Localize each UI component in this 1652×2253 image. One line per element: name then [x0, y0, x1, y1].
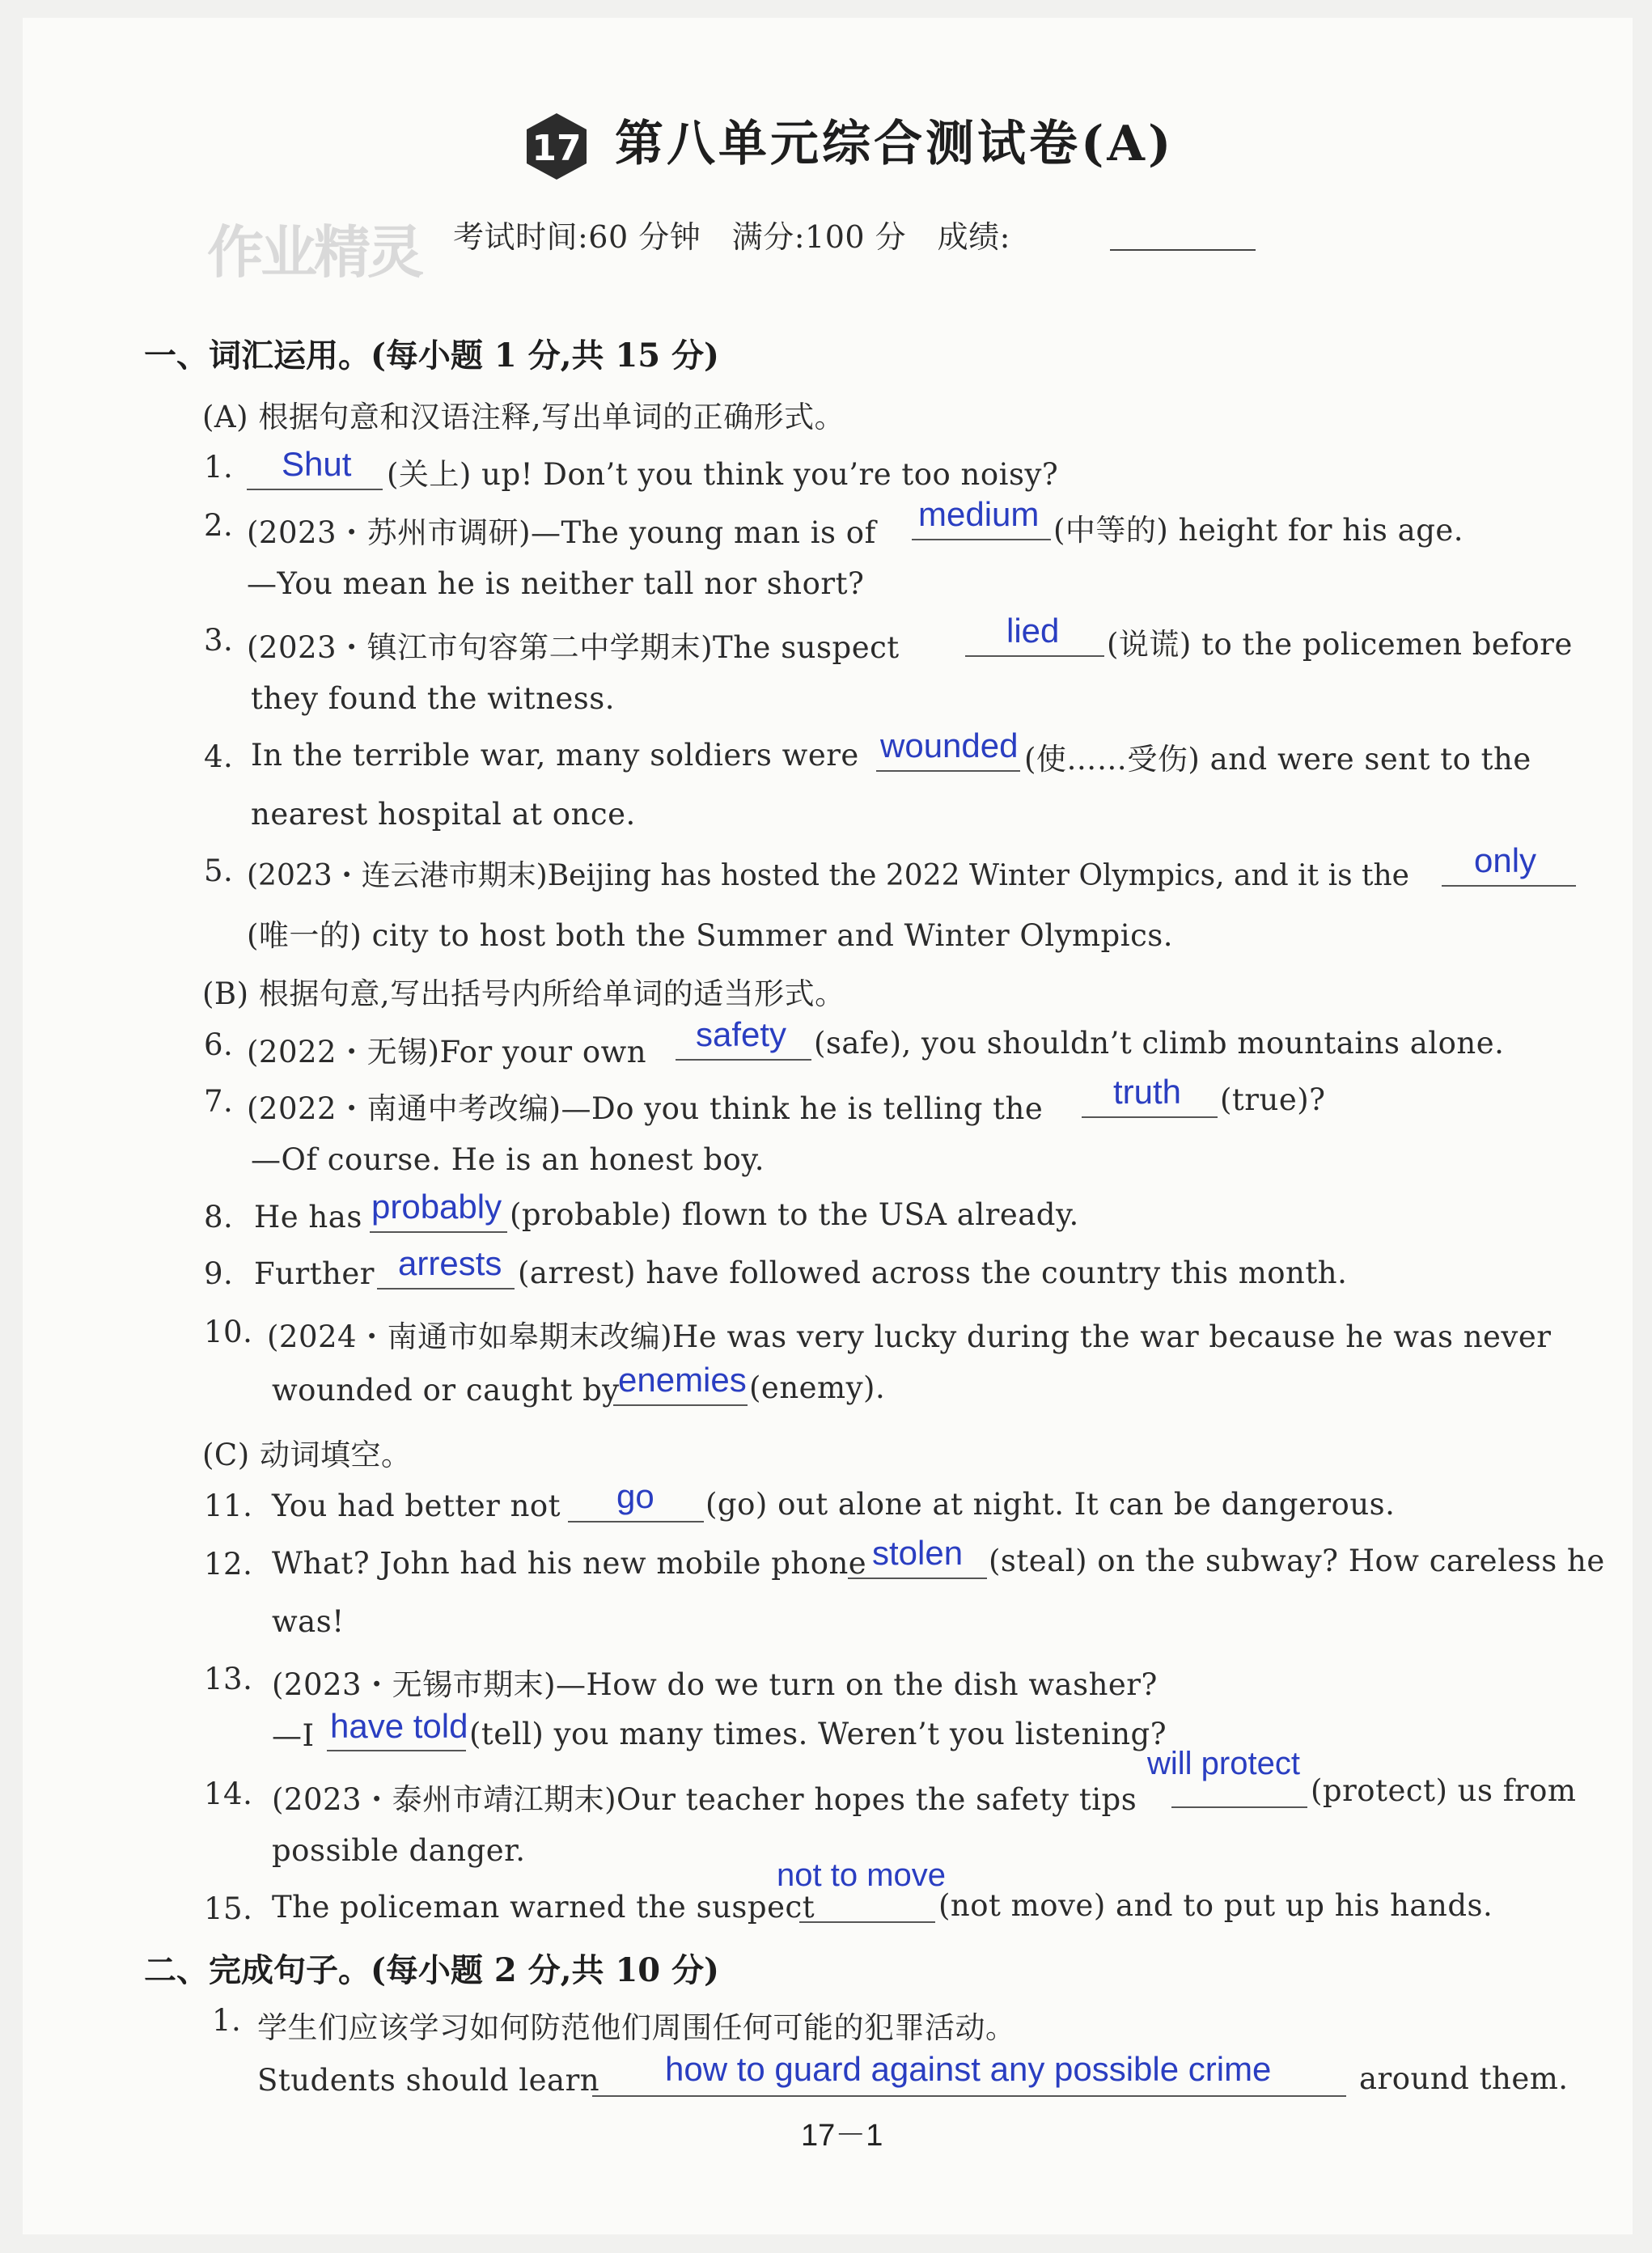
q3-number: 3.	[204, 623, 234, 658]
q6-blank[interactable]	[676, 1059, 811, 1061]
s2-q1-blank[interactable]	[592, 2095, 1346, 2097]
q7-blank[interactable]	[1082, 1116, 1218, 1118]
q4-blank[interactable]	[876, 770, 1020, 772]
q11-number: 11.	[204, 1489, 253, 1523]
q3-line2: they found the witness.	[251, 681, 616, 716]
q13-number: 13.	[204, 1662, 253, 1696]
q15-text-after: (not move) and to put up his hands.	[938, 1888, 1493, 1923]
q11-blank[interactable]	[568, 1521, 704, 1522]
s2-q1-answer: how to guard against any possible crime	[665, 2050, 1272, 2088]
q12-line2: was!	[272, 1604, 345, 1639]
q4-text-after: (使……受伤) and were sent to the	[1024, 742, 1531, 777]
q2-text-after: (中等的) height for his age.	[1053, 513, 1464, 548]
q8-number: 8.	[204, 1200, 234, 1234]
q12-answer: stolen	[872, 1534, 964, 1572]
section2-heading: 二、完成句子。(每小题 2 分,共 10 分)	[144, 1951, 719, 1989]
section1-heading: 一、词汇运用。(每小题 1 分,共 15 分)	[144, 337, 719, 375]
q5-number: 5.	[204, 853, 234, 888]
q4-answer: wounded	[880, 726, 1019, 764]
page-title: 第八单元综合测试卷(A)	[615, 116, 1175, 172]
s2-q1-text-after: around them.	[1359, 2061, 1569, 2096]
q13-blank[interactable]	[327, 1750, 466, 1751]
q1-number: 1.	[204, 450, 234, 485]
q6-text-after: (safe), you shouldn’t climb mountains alone.	[814, 1026, 1505, 1061]
q6-text-before: (2022・无锡)For your own	[247, 1035, 647, 1069]
q11-text-after: (go) out alone at night. It can be dangerous.	[705, 1487, 1396, 1522]
q1-answer: Shut	[282, 445, 352, 483]
q13-text-after: (tell) you many times. Weren’t you listening?	[469, 1717, 1167, 1751]
q11-text-before: You had better not	[272, 1489, 561, 1523]
q15-answer: not to move	[777, 1857, 947, 1893]
q15-blank[interactable]	[799, 1921, 935, 1923]
q9-text-before: Further	[254, 1256, 375, 1291]
q10-number: 10.	[204, 1315, 253, 1349]
q4-line2: nearest hospital at once.	[251, 797, 636, 832]
q10-text-before: (2024・南通市如皋期末改编)He was very lucky during the war because he was never	[267, 1319, 1552, 1354]
unit-number-badge	[523, 112, 590, 181]
q2-number: 2.	[204, 508, 234, 543]
q13-text-before: (2023・无锡市期末)—How do we turn on the dish washer?	[272, 1667, 1158, 1702]
q3-answer: lied	[1006, 612, 1060, 650]
q8-blank[interactable]	[370, 1231, 507, 1233]
watermark-logo: 作业精灵	[207, 219, 421, 286]
q7-text-after: (true)?	[1220, 1082, 1326, 1117]
q8-text-before: He has	[254, 1200, 362, 1234]
q13-line2-before: —I	[272, 1718, 315, 1753]
q15-number: 15.	[204, 1891, 253, 1926]
q9-text-after: (arrest) have followed across the country this month.	[518, 1256, 1348, 1290]
q14-blank[interactable]	[1171, 1806, 1307, 1808]
q14-text-before: (2023・泰州市靖江期末)Our teacher hopes the safety tips	[272, 1782, 1137, 1817]
q9-blank[interactable]	[377, 1288, 515, 1290]
q5-line2: (唯一的) city to host both the Summer and Winter Olympics.	[247, 918, 1174, 953]
q7-answer: truth	[1113, 1073, 1182, 1111]
q7-line2: —Of course. He is an honest boy.	[251, 1142, 765, 1177]
score-blank[interactable]	[1110, 249, 1256, 251]
q10-text-after: (enemy).	[749, 1370, 886, 1405]
page-number: 17－1	[801, 2119, 883, 2153]
q6-answer: safety	[696, 1015, 787, 1053]
q14-line2: possible danger.	[272, 1833, 526, 1868]
q2-line2: —You mean he is neither tall nor short?	[247, 566, 865, 601]
q1-blank[interactable]	[247, 489, 383, 490]
q12-number: 12.	[204, 1547, 253, 1582]
q4-number: 4.	[204, 739, 234, 774]
q2-answer: medium	[918, 495, 1040, 533]
q5-answer: only	[1474, 841, 1537, 879]
q4-text-before: In the terrible war, many soldiers were	[251, 738, 859, 773]
part-a-instruction: (A) 根据句意和汉语注释,写出单词的正确形式。	[202, 400, 845, 434]
q14-text-after: (protect) us from	[1311, 1773, 1577, 1808]
unit-number: 17	[532, 128, 582, 169]
q13-answer: have told	[330, 1707, 468, 1745]
q9-number: 9.	[204, 1256, 234, 1291]
exam-info: 考试时间:60 分钟 满分:100 分 成绩:	[453, 219, 1010, 255]
q9-answer: arrests	[398, 1244, 502, 1282]
q2-text-before: (2023・苏州市调研)—The young man is of	[247, 515, 876, 550]
q1-text-after: (关上) up! Don’t you think you’re too noisy?	[387, 457, 1059, 492]
q14-answer: will protect	[1147, 1746, 1300, 1781]
s2-q1-text-before: Students should learn	[257, 2063, 600, 2098]
q5-blank[interactable]	[1442, 885, 1576, 887]
part-b-instruction: (B) 根据句意,写出括号内所给单词的适当形式。	[202, 976, 845, 1011]
q10-blank[interactable]	[613, 1404, 748, 1406]
q5-text-before: (2023・连云港市期末)Beijing has hosted the 2022 Winter Olympics, and it is the	[247, 859, 1409, 892]
q12-blank[interactable]	[848, 1578, 987, 1579]
s2-q1-number: 1.	[212, 2003, 242, 2038]
q3-text-before: (2023・镇江市句容第二中学期末)The suspect	[247, 630, 900, 665]
q14-number: 14.	[204, 1777, 253, 1811]
q7-text-before: (2022・南通中考改编)—Do you think he is telling the	[247, 1091, 1044, 1126]
q15-text-before: The policeman warned the suspect	[272, 1890, 815, 1925]
q8-answer: probably	[371, 1188, 502, 1226]
q3-text-after: (说谎) to the policemen before	[1107, 627, 1573, 662]
q2-blank[interactable]	[912, 539, 1051, 540]
part-c-instruction: (C) 动词填空。	[202, 1438, 412, 1472]
q3-blank[interactable]	[965, 655, 1104, 657]
q6-number: 6.	[204, 1027, 234, 1062]
q12-text-before: What? John had his new mobile phone	[272, 1546, 867, 1581]
q11-answer: go	[616, 1477, 654, 1515]
q10-answer: enemies	[618, 1361, 747, 1399]
q8-text-after: (probable) flown to the USA already.	[510, 1197, 1079, 1232]
q12-text-after: (steal) on the subway? How careless he	[989, 1544, 1605, 1578]
s2-q1-chinese: 学生们应该学习如何防范他们周围任何可能的犯罪活动。	[257, 2010, 1016, 2045]
q7-number: 7.	[204, 1084, 234, 1119]
q10-line2-before: wounded or caught by	[272, 1373, 620, 1408]
